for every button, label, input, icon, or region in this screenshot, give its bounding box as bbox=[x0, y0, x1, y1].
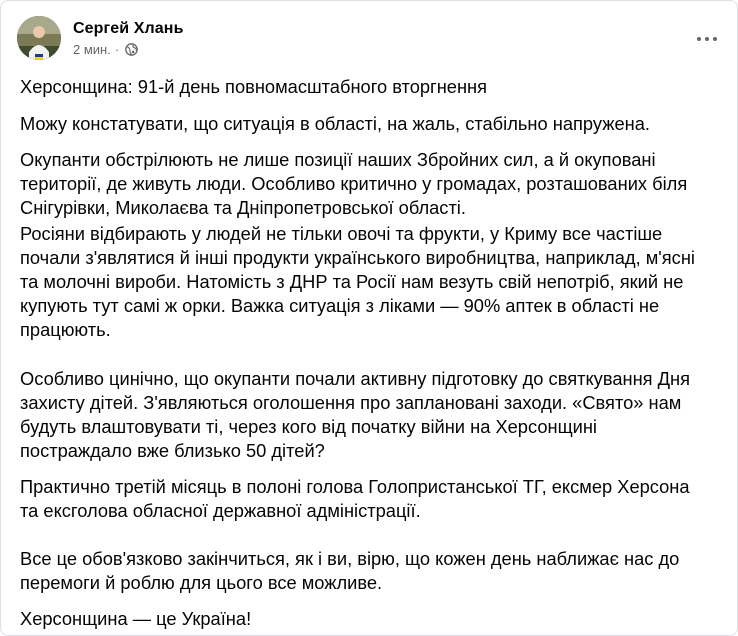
more-options-icon[interactable] bbox=[689, 21, 725, 57]
author-avatar[interactable] bbox=[17, 16, 61, 60]
meta-separator: · bbox=[114, 41, 120, 57]
post-paragraph: Можу констатувати, що ситуація в області, на жаль, стабільно напружена. bbox=[20, 113, 650, 134]
globe-icon[interactable] bbox=[125, 43, 138, 56]
post-header bbox=[17, 14, 184, 62]
post-paragraph: Херсонщина: 91-й день повномасштабного вторгнення bbox=[20, 76, 488, 97]
post-paragraph: Окупанти обстрілюють не лише позиції наших Збройних сил, а й окуповані території, де живуть люди. Особливо критично у громадах, розташованих біля Снігурівки, Миколаєва та Дніпропетровської області. bbox=[20, 149, 688, 218]
post-paragraph: Особливо цинічно, що окупанти почали активну підготовку до святкування Дня захисту дітей. З'являються оголошення про заплановані заходи. «Свято» нам будуть влаштовувати ті, через кого від початку війни на Херсонщині постраждало вже близько 50 дітей? bbox=[20, 368, 691, 461]
post-paragraph: Херсонщина — це Україна! bbox=[20, 608, 252, 629]
author-block bbox=[73, 19, 184, 58]
more-dot bbox=[697, 37, 701, 41]
more-dot bbox=[705, 37, 709, 41]
post-meta bbox=[73, 42, 184, 58]
post-paragraph: Все це обов'язково закінчиться, як і ви, вірю, що кожен день наближає нас до перемоги й роблю для цього все можливе. bbox=[20, 548, 680, 593]
post-paragraph: Практично третій місяць в полоні голова Голопристанської ТГ, ексмер Херсона та ексголова обласної державної адміністрації. bbox=[20, 476, 690, 521]
more-dot bbox=[713, 37, 717, 41]
post-paragraph: Росіяни відбирають у людей не тільки овочі та фрукти, у Криму все частіше почали з'являтися й інші продукти українського виробництва, наприклад, м'ясні та молочні вироби. Натомість з ДНР та Росії нам везуть свій непотріб, який не купують тут самі ж орки. Важка ситуація з ліками — 90% аптек в області не працюють. bbox=[20, 223, 695, 340]
post-timestamp[interactable]: 2 мин. bbox=[73, 41, 111, 57]
author-name[interactable]: Сергей Хлань bbox=[73, 19, 184, 37]
